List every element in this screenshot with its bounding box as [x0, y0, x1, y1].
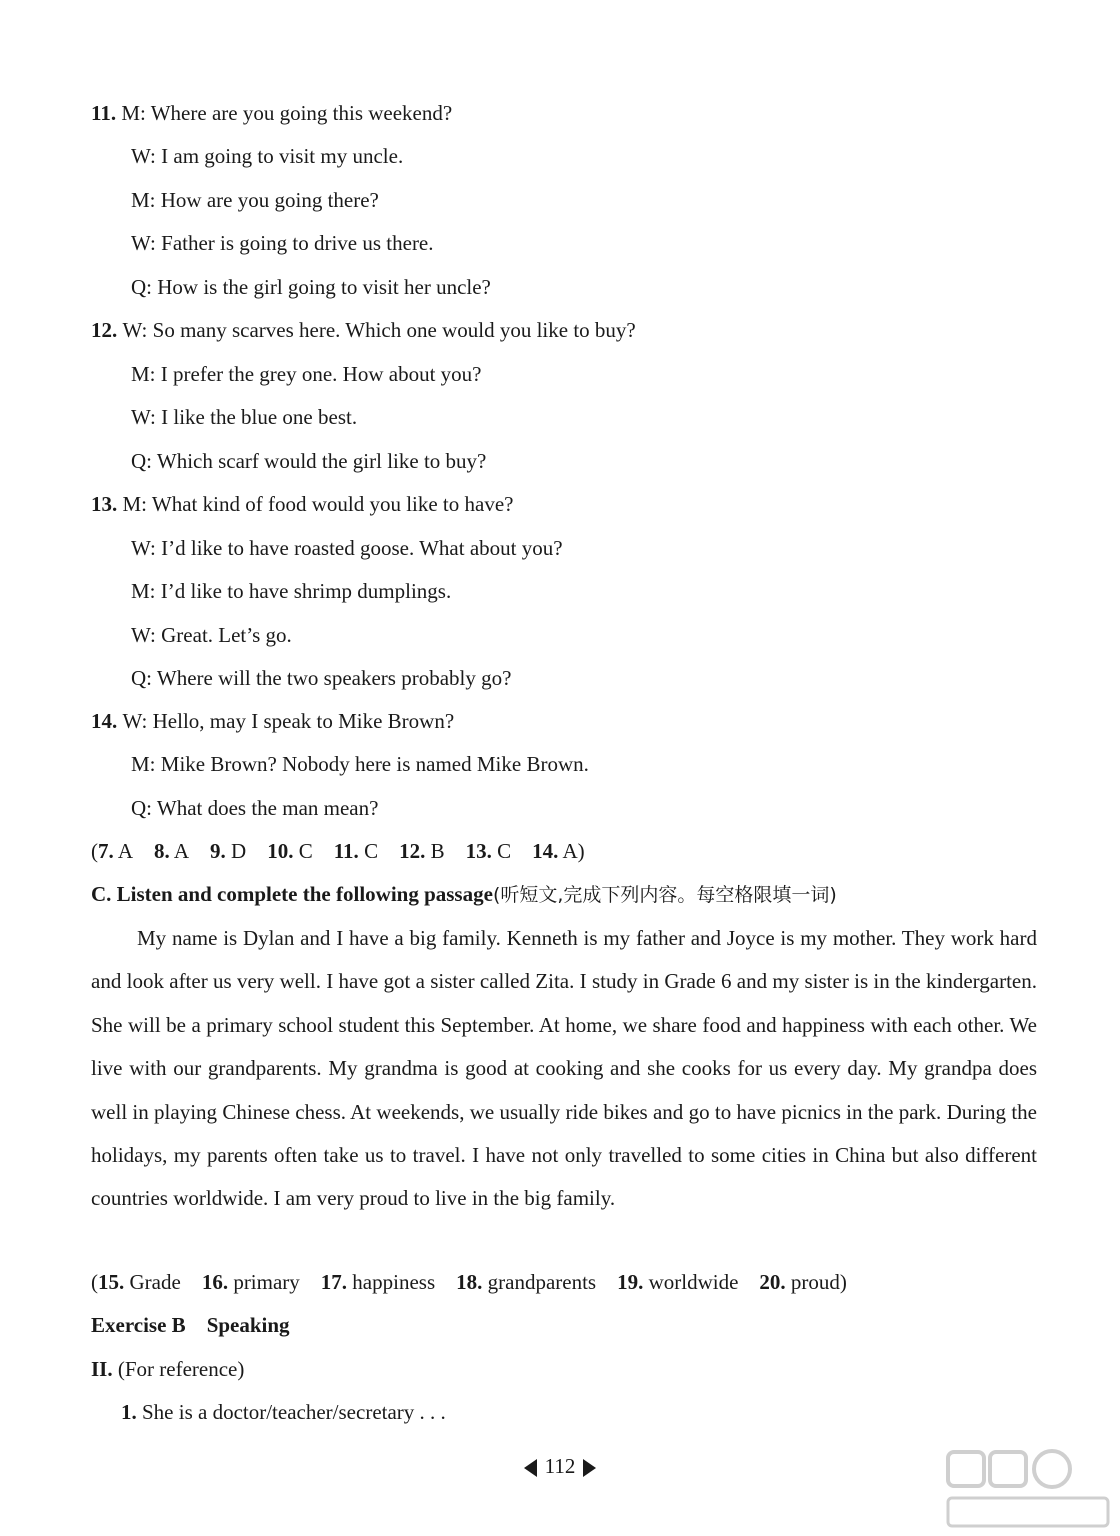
- utterance: How are you going there?: [160, 188, 379, 212]
- answer-number: 15.: [98, 1270, 125, 1294]
- item-text: She is a doctor/teacher/secretary . . .: [142, 1400, 446, 1424]
- paren-close: ): [839, 1270, 847, 1294]
- paren-open: (: [91, 1270, 98, 1294]
- answer-value: proud: [790, 1270, 840, 1294]
- answer-number: 9.: [210, 839, 226, 863]
- utterance: What kind of food would you like to have?: [151, 492, 514, 516]
- paren-close: ): [577, 839, 585, 863]
- answer-number: 12.: [399, 839, 426, 863]
- dialogue-13-line-4: [131, 621, 292, 649]
- section-c-heading: [91, 880, 837, 909]
- dialogue-14-line-3: [131, 794, 378, 822]
- utterance: How is the girl going to visit her uncle?: [157, 275, 491, 299]
- speaker: M:: [131, 188, 156, 212]
- dialogue-12-line-1: [91, 316, 636, 344]
- answer-value: C: [497, 839, 512, 863]
- dialogue-12-line-2: [131, 360, 481, 388]
- utterance: Which scarf would the girl like to buy?: [156, 449, 487, 473]
- dialogue-14-line-1: [91, 707, 454, 735]
- dialogue-11-line-2: [131, 142, 403, 170]
- speaker: M:: [131, 579, 156, 603]
- speaker: M:: [131, 362, 156, 386]
- answer-number: 18.: [456, 1270, 483, 1294]
- speaker: W:: [131, 144, 156, 168]
- speaker: M:: [122, 492, 148, 516]
- passage: My name is Dylan and I have a big family. Kenneth is my father and Joyce is my mother. They work hard and look after us very well. I have got a sister called Zita. I study in Grade 6 and my sister is in the kindergarten. She will be a primary school student this September. At home, we share food and happiness with each other. We live with our grandparents. My grandma is good at cooking and she cooks for us every day. My grandpa does well in playing Chinese chess. At weekends, we usually ride bikes and go to have picnics in the park. During the holidays, my parents often take us to travel. I have not only travelled to some cities in China but also different countries worldwide. I am very proud to live in the big family.: [91, 926, 1037, 1211]
- utterance: Great. Let’s go.: [161, 623, 292, 647]
- dialogue-13-line-3: [131, 577, 451, 605]
- dialogue-12-line-4: [131, 447, 486, 475]
- triangle-left-icon: [524, 1459, 537, 1477]
- answer-value: C: [298, 839, 313, 863]
- utterance: Where will the two speakers probably go?: [156, 666, 512, 690]
- answer-value: C: [364, 839, 379, 863]
- question-number: 13.: [91, 492, 118, 516]
- dialogue-14-line-2: [131, 750, 589, 778]
- answer-number: 7.: [98, 839, 114, 863]
- speaker: W:: [131, 231, 156, 255]
- speaker: Q:: [131, 796, 152, 820]
- question-number: 11.: [91, 101, 117, 125]
- dialogue-13-line-2: [131, 534, 563, 562]
- exercise-b-heading: [91, 1311, 290, 1339]
- answer-number: 13.: [465, 839, 492, 863]
- dialogue-12-line-3: [131, 403, 357, 431]
- page-number: 112: [544, 1454, 576, 1478]
- answer-value: Grade: [129, 1270, 181, 1294]
- dialogue-13-line-5: [131, 664, 511, 692]
- answer-number: 16.: [201, 1270, 229, 1294]
- utterance: I am going to visit my uncle.: [161, 144, 404, 168]
- answer-value: A: [562, 839, 578, 863]
- utterance: I like the blue one best.: [161, 405, 358, 429]
- speaker: Q:: [131, 666, 152, 690]
- answer-value: grandparents: [487, 1270, 597, 1294]
- utterance: So many scarves here. Which one would you like to buy?: [152, 318, 636, 342]
- reference-item-1: [121, 1398, 446, 1426]
- item-number: 1.: [121, 1400, 137, 1424]
- part-note: (For reference): [117, 1357, 245, 1381]
- answers-7-14: [91, 837, 585, 865]
- watermark-logo-icon: [944, 1446, 1114, 1532]
- speaker: Q:: [131, 449, 152, 473]
- question-number: 14.: [91, 709, 118, 733]
- speaker: W:: [131, 536, 156, 560]
- answer-value: A: [173, 839, 190, 863]
- answer-value: A: [117, 839, 134, 863]
- speaker: W:: [131, 623, 156, 647]
- section-c-instruction: (听短文,完成下列内容。每空格限填一词): [492, 884, 837, 906]
- section-c-title: C. Listen and complete the following passage: [91, 882, 493, 906]
- answer-number: 10.: [267, 839, 294, 863]
- utterance: Where are you going this weekend?: [150, 101, 453, 125]
- answer-value: happiness: [352, 1270, 436, 1294]
- answer-number: 11.: [333, 839, 359, 863]
- triangle-right-icon: [583, 1459, 596, 1477]
- dialogue-11-line-4: [131, 229, 434, 257]
- question-number: 12.: [91, 318, 118, 342]
- utterance: I’d like to have roasted goose. What about you?: [161, 536, 563, 560]
- speaker: W:: [122, 709, 148, 733]
- answer-number: 14.: [532, 839, 559, 863]
- answers-15-20: [91, 1268, 847, 1296]
- utterance: I’d like to have shrimp dumplings.: [160, 579, 452, 603]
- speaker: W:: [131, 405, 156, 429]
- speaker: M:: [121, 101, 146, 125]
- speaker: Q:: [131, 275, 152, 299]
- exercise-title: Speaking: [206, 1313, 290, 1337]
- utterance: What does the man mean?: [156, 796, 379, 820]
- dialogue-11-line-1: [91, 99, 452, 127]
- utterance: Father is going to drive us there.: [161, 231, 434, 255]
- answer-number: 8.: [154, 839, 170, 863]
- answer-value: D: [231, 839, 247, 863]
- answer-value: B: [430, 839, 445, 863]
- part-ii-heading: [91, 1355, 244, 1383]
- speaker: M:: [131, 752, 156, 776]
- answer-number: 19.: [617, 1270, 644, 1294]
- part-number: II.: [91, 1357, 113, 1381]
- exercise-label: Exercise B: [91, 1313, 186, 1337]
- answer-value: primary: [233, 1270, 300, 1294]
- answer-number: 20.: [759, 1270, 786, 1294]
- utterance: Mike Brown? Nobody here is named Mike Brown.: [160, 752, 589, 776]
- dialogue-11-line-3: [131, 186, 379, 214]
- answer-number: 17.: [320, 1270, 348, 1294]
- dialogue-11-line-5: [131, 273, 491, 301]
- answer-value: worldwide: [648, 1270, 739, 1294]
- utterance: I prefer the grey one. How about you?: [160, 362, 482, 386]
- utterance: Hello, may I speak to Mike Brown?: [152, 709, 455, 733]
- dialogue-13-line-1: [91, 490, 513, 518]
- paren-open: (: [91, 839, 98, 863]
- speaker: W:: [122, 318, 148, 342]
